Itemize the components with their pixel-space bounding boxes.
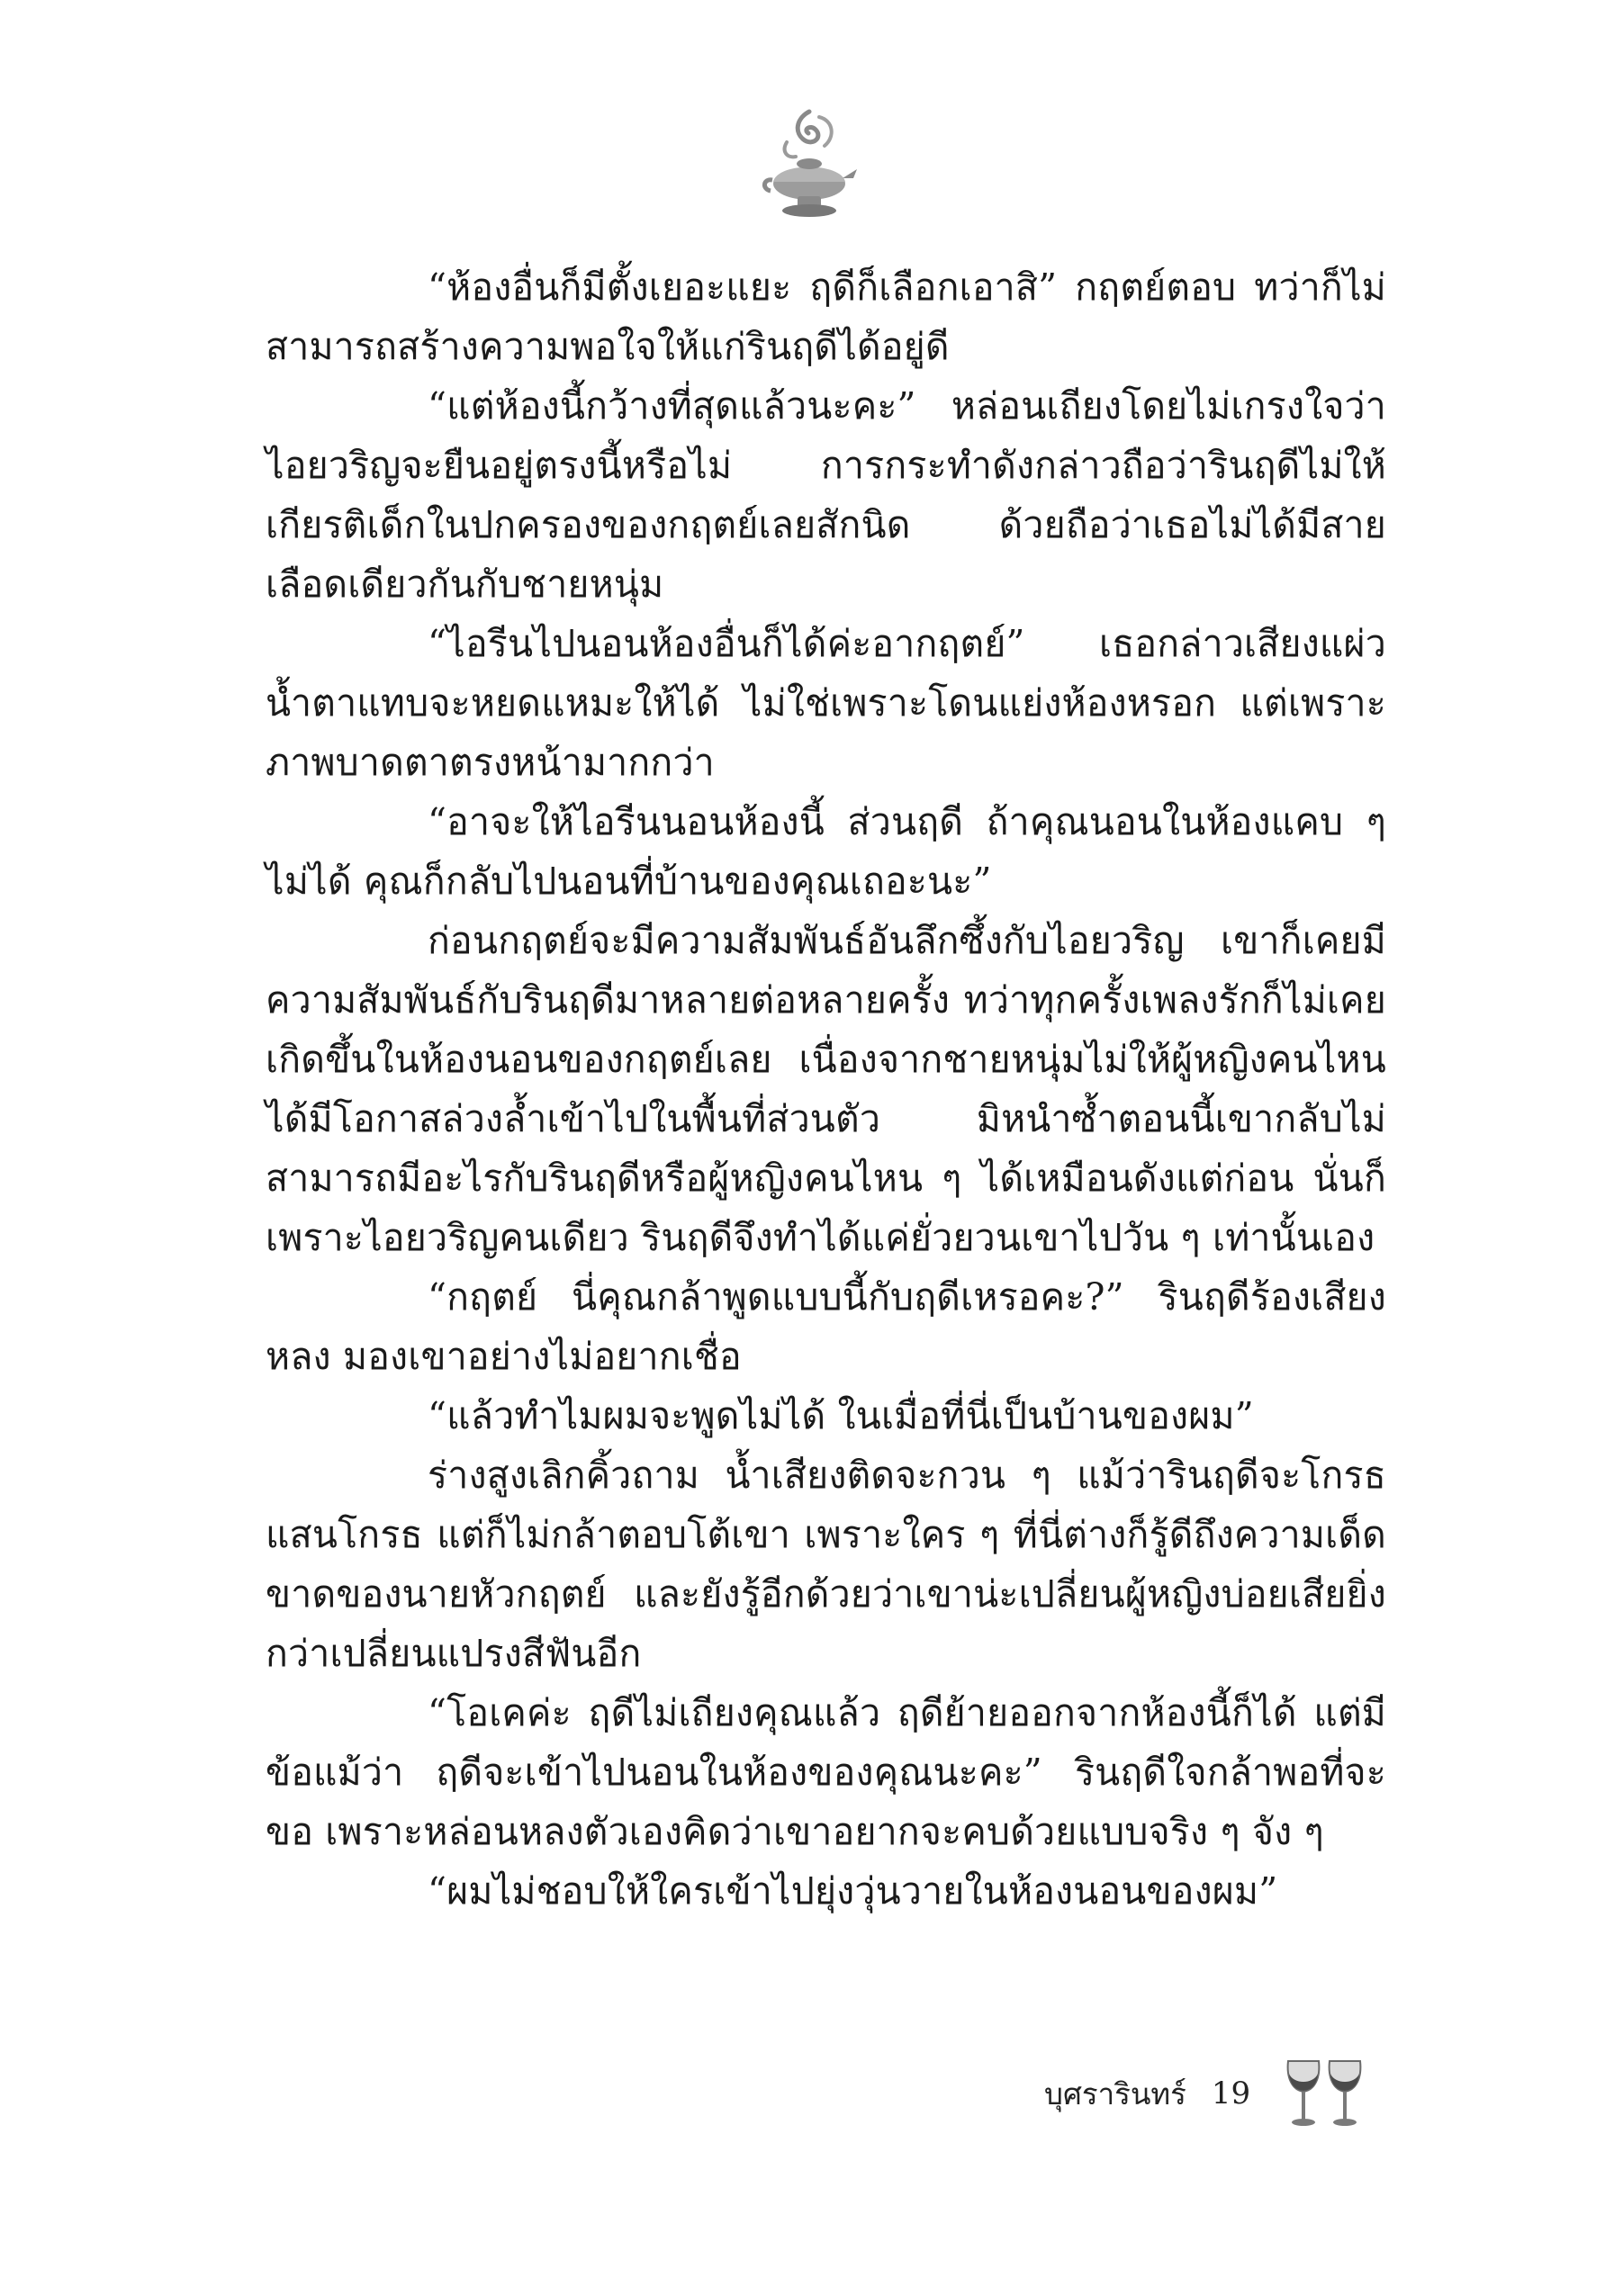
paragraph: “ห้องอื่นก็มีตั้งเยอะแยะ ฤดีก็เลือกเอาสิ” กฤตย์ตอบ ทว่าก็ไม่สามารถสร้างความพอใจให้แก่รินฤดีได้อยู่ดี bbox=[266, 266, 1386, 368]
paragraph: “โอเคค่ะ ฤดีไม่เถียงคุณแล้ว ฤดีย้ายออกจากห้องนี้ก็ได้ แต่มีข้อแม้ว่า ฤดีจะเข้าไปนอนในห้องของคุณนะคะ” รินฤดีใจกล้าพอที่จะขอ เพราะหล่อนหลงตัวเองคิดว่าเขาอยากจะคบด้วยแบบจริง ๆ จัง ๆ bbox=[266, 1691, 1386, 1853]
wine-glasses-icon bbox=[1283, 2057, 1366, 2129]
paragraph: “แต่ห้องนี้กว้างที่สุดแล้วนะคะ” หล่อนเถียงโดยไม่เกรงใจว่าไอยวริญจะยืนอยู่ตรงนี้หรือไม่ การกระทำดังกล่าวถือว่ารินฤดีไม่ให้เกียรติเด็กในปกครองของกฤตย์เลยสักนิด ด้วยถือว่าเธอไม่ได้มีสายเลือดเดียวกันกับชายหนุ่ม bbox=[266, 384, 1386, 606]
paragraph: “ผมไม่ชอบให้ใครเข้าไปยุ่งวุ่นวายในห้องนอนของผม” bbox=[428, 1869, 1278, 1913]
paragraph: “ไอรีนไปนอนห้องอื่นก็ได้ค่ะอากฤตย์” เธอกล่าวเสียงแผ่วน้ำตาแทบจะหยดแหมะให้ได้ ไม่ใช่เพราะโดนแย่งห้องหรอก แต่เพราะภาพบาดตาตรงหน้ามากกว่า bbox=[266, 622, 1386, 784]
oil-lamp-icon bbox=[760, 106, 859, 221]
page-number: 19 bbox=[1211, 2075, 1251, 2111]
paragraph: “กฤตย์ นี่คุณกล้าพูดแบบนี้กับฤดีเหรอคะ?” รินฤดีร้องเสียงหลง มองเขาอย่างไม่อยากเชื่อ bbox=[266, 1275, 1386, 1378]
paragraph: “แล้วทำไมผมจะพูดไม่ได้ ในเมื่อที่นี่เป็นบ้านของผม” bbox=[428, 1394, 1254, 1437]
paragraph: ก่อนกฤตย์จะมีความสัมพันธ์อันลึกซึ้งกับไอยวริญ เขาก็เคยมีความสัมพันธ์กับรินฤดีมาหลายต่อหลายครั้ง ทว่าทุกครั้งเพลงรักก็ไม่เคยเกิดขึ้นในห้องนอนของกฤตย์เลย เนื่องจากชายหนุ่มไม่ให้ผู้หญิงคนไหนได้มีโอกาสล่วงล้ำเข้าไปในพื้นที่ส่วนตัว มิหนำซ้ำตอนนี้เขากลับไม่สามารถมีอะไรกับรินฤดีหรือผู้หญิงคนไหน ๆ ได้เหมือนดังแต่ก่อน นั่นก็เพราะไอยวริญคนเดียว รินฤดีจึงทำได้แค่ยั่วยวนเขาไปวัน ๆ เท่านั้นเอง bbox=[266, 919, 1386, 1259]
story-text bbox=[266, 257, 1386, 1921]
paragraph: “อาจะให้ไอรีนนอนห้องนี้ ส่วนฤดี ถ้าคุณนอนในห้องแคบ ๆ ไม่ได้ คุณก็กลับไปนอนที่บ้านของคุณเถอะนะ” bbox=[266, 800, 1386, 903]
footer-author: บุศรารินทร์ bbox=[1044, 2075, 1186, 2111]
paragraph: ร่างสูงเลิกคิ้วถาม น้ำเสียงติดจะกวน ๆ แม้ว่ารินฤดีจะโกรธแสนโกรธ แต่ก็ไม่กล้าตอบโต้เขา เพราะใคร ๆ ที่นี่ต่างก็รู้ดีถึงความเด็ดขาดของนายหัวกฤตย์ และยังรู้อีกด้วยว่าเขาน่ะเปลี่ยนผู้หญิงบ่อยเสียยิ่งกว่าเปลี่ยนแปรงสีฟันอีก bbox=[266, 1454, 1386, 1675]
page-footer bbox=[1044, 2057, 1366, 2129]
